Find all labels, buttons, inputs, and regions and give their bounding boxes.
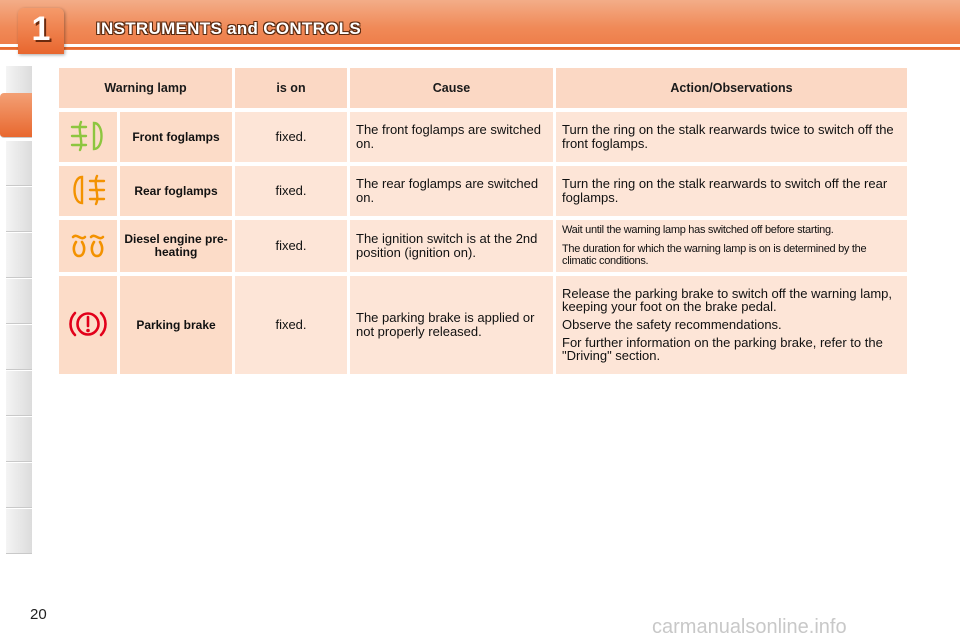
lamp-action: [556, 166, 907, 216]
side-tab[interactable]: [6, 279, 32, 324]
action-text: Wait until the warning lamp has switched off before starting.: [562, 224, 834, 236]
table-header-row: [59, 68, 907, 108]
header-rule-accent: [0, 47, 960, 49]
lamp-cause: The front foglamps are switched on.: [350, 112, 553, 162]
lamp-name: Diesel engine pre-heating: [120, 220, 232, 272]
lamp-is-on: fixed.: [235, 112, 347, 162]
col-header-is-on: is on: [235, 68, 347, 108]
front-foglamps-icon: [59, 112, 117, 162]
side-tab[interactable]: [6, 325, 32, 370]
lamp-name: Front foglamps: [120, 112, 232, 162]
col-header-cause: Cause: [350, 68, 553, 108]
lamp-is-on: fixed.: [235, 276, 347, 374]
side-tab[interactable]: [6, 463, 32, 508]
lamp-is-on: fixed.: [235, 166, 347, 216]
col-header-warning-lamp: Warning lamp: [59, 68, 232, 108]
chapter-title: INSTRUMENTS and CONTROLS: [96, 19, 362, 38]
lamp-cause: The parking brake is applied or not properly released.: [350, 276, 553, 374]
side-tab[interactable]: [6, 417, 32, 462]
diesel-preheating-icon: [59, 220, 117, 272]
side-tab[interactable]: [6, 233, 32, 278]
action-text: Turn the ring on the stalk rearwards twice to switch off the front foglamps.: [562, 122, 894, 151]
lamp-name: Parking brake: [120, 276, 232, 374]
table-row: [59, 276, 907, 374]
table-row: [59, 166, 907, 216]
rear-foglamps-icon: [59, 166, 117, 216]
sidebar-chapter-tabs: [0, 66, 34, 576]
table-row: [59, 112, 907, 162]
watermark: carmanualsonline.info: [652, 616, 847, 638]
lamp-action: [556, 276, 907, 374]
lamp-action: [556, 112, 907, 162]
side-tab[interactable]: [6, 371, 32, 416]
warning-lamp-table: [56, 64, 910, 378]
lamp-action: [556, 220, 907, 272]
side-tab[interactable]: [6, 141, 32, 186]
action-text: For further information on the parking brake, refer to the "Driving" section.: [562, 334, 883, 364]
lamp-name: Rear foglamps: [120, 166, 232, 216]
lamp-cause: The rear foglamps are switched on.: [350, 166, 553, 216]
lamp-cause: The ignition switch is at the 2nd position (ignition on).: [350, 220, 553, 272]
action-text: Release the parking brake to switch off the warning lamp, keeping your foot on the brake pedal.: [562, 285, 892, 315]
chapter-number: 1: [31, 10, 51, 48]
action-text: Turn the ring on the stalk rearwards to switch off the rear foglamps.: [562, 176, 888, 205]
side-tab[interactable]: [6, 509, 32, 554]
parking-brake-icon: [59, 276, 117, 374]
table-row: [59, 220, 907, 272]
side-tab-active[interactable]: [0, 93, 32, 138]
col-header-action: Action/Observations: [556, 68, 907, 108]
lamp-is-on: fixed.: [235, 220, 347, 272]
page-number: 20: [30, 606, 47, 623]
action-text: Observe the safety recommendations.: [562, 317, 782, 333]
action-text: The duration for which the warning lamp is on is determined by the climatic conditions.: [562, 242, 867, 268]
side-tab[interactable]: [6, 187, 32, 232]
